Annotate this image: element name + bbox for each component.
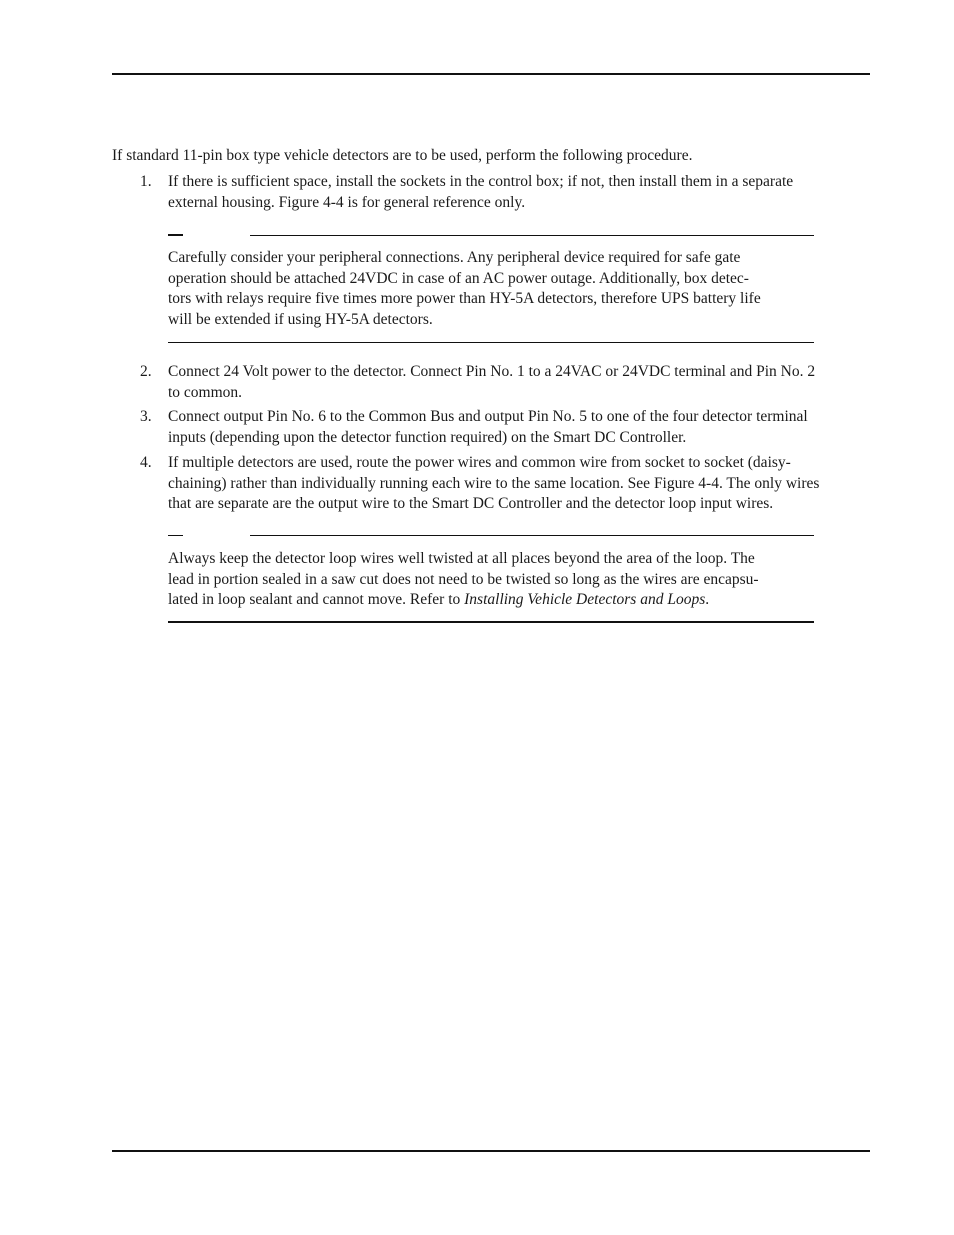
step-3-line-2: inputs (depending upon the detector function required) on the Smart DC Controller. <box>168 428 687 446</box>
header-rule <box>112 73 870 75</box>
step-4-text <box>168 453 819 515</box>
intro-paragraph: If standard 11-pin box type vehicle detectors are to be used, perform the following procedure. <box>112 147 693 164</box>
note-1-line-1: Carefully consider your peripheral connections. Any peripheral device required for safe gate <box>168 249 741 266</box>
note-1-marker <box>168 234 183 236</box>
step-4-line-3: that are separate are the output wire to the Smart DC Controller and the detector loop input wires. <box>168 495 774 512</box>
note-1-top-rule <box>250 235 814 236</box>
note-2-bottom-rule <box>168 621 814 623</box>
note-2-line-3 <box>168 590 818 611</box>
step-1-text <box>168 172 793 213</box>
step-1-line-2: external housing. Figure 4-4 is for general reference only. <box>168 193 526 211</box>
note-1-bottom-rule <box>168 342 814 343</box>
note-2-body <box>168 549 818 611</box>
note-1-line-3: tors with relays require five times more power than HY-5A detectors, therefore UPS battery life <box>168 290 761 307</box>
step-3-text <box>168 407 808 448</box>
step-2-number: 2. <box>140 363 152 380</box>
step-3-number: 3. <box>140 408 152 425</box>
step-2-line-2: to common. <box>168 383 243 401</box>
note-2-marker <box>168 535 183 536</box>
note-1-body <box>168 248 818 330</box>
note-1-line-4: will be extended if using HY-5A detectors. <box>168 310 433 328</box>
note-2-line-3-text: lated in loop sealant and cannot move. Refer to <box>168 591 465 608</box>
step-1-line-1: If there is sufficient space, install the sockets in the control box; if not, then install them in a separate <box>168 173 794 190</box>
step-2-line-1: Connect 24 Volt power to the detector. Connect Pin No. 1 to a 24VAC or 24VDC terminal and Pin No. 2 <box>168 363 816 380</box>
document-reference: Installing Vehicle Detectors and Loops <box>464 591 706 608</box>
step-3-line-1: Connect output Pin No. 6 to the Common Bus and output Pin No. 5 to one of the four detector terminal <box>168 408 808 425</box>
note-1-line-2: operation should be attached 24VDC in case of an AC power outage. Additionally, box detec- <box>168 269 749 287</box>
note-2-line-1: Always keep the detector loop wires well twisted at all places beyond the area of the loop. The <box>168 550 755 567</box>
note-2-top-rule <box>250 535 814 536</box>
step-1-number: 1. <box>140 173 152 190</box>
note-2-line-2: lead in portion sealed in a saw cut does not need to be twisted so long as the wires are encapsu- <box>168 570 759 588</box>
step-2-text <box>168 362 815 403</box>
step-4-line-2: chaining) rather than individually running each wire to the same location. See Figure 4-4. The only wires <box>168 474 820 492</box>
footer-rule <box>112 1150 870 1152</box>
step-4-line-1: If multiple detectors are used, route the power wires and common wire from socket to socket (daisy- <box>168 454 791 471</box>
step-4-number: 4. <box>140 454 152 471</box>
note-2-line-3-end: . <box>705 591 710 608</box>
